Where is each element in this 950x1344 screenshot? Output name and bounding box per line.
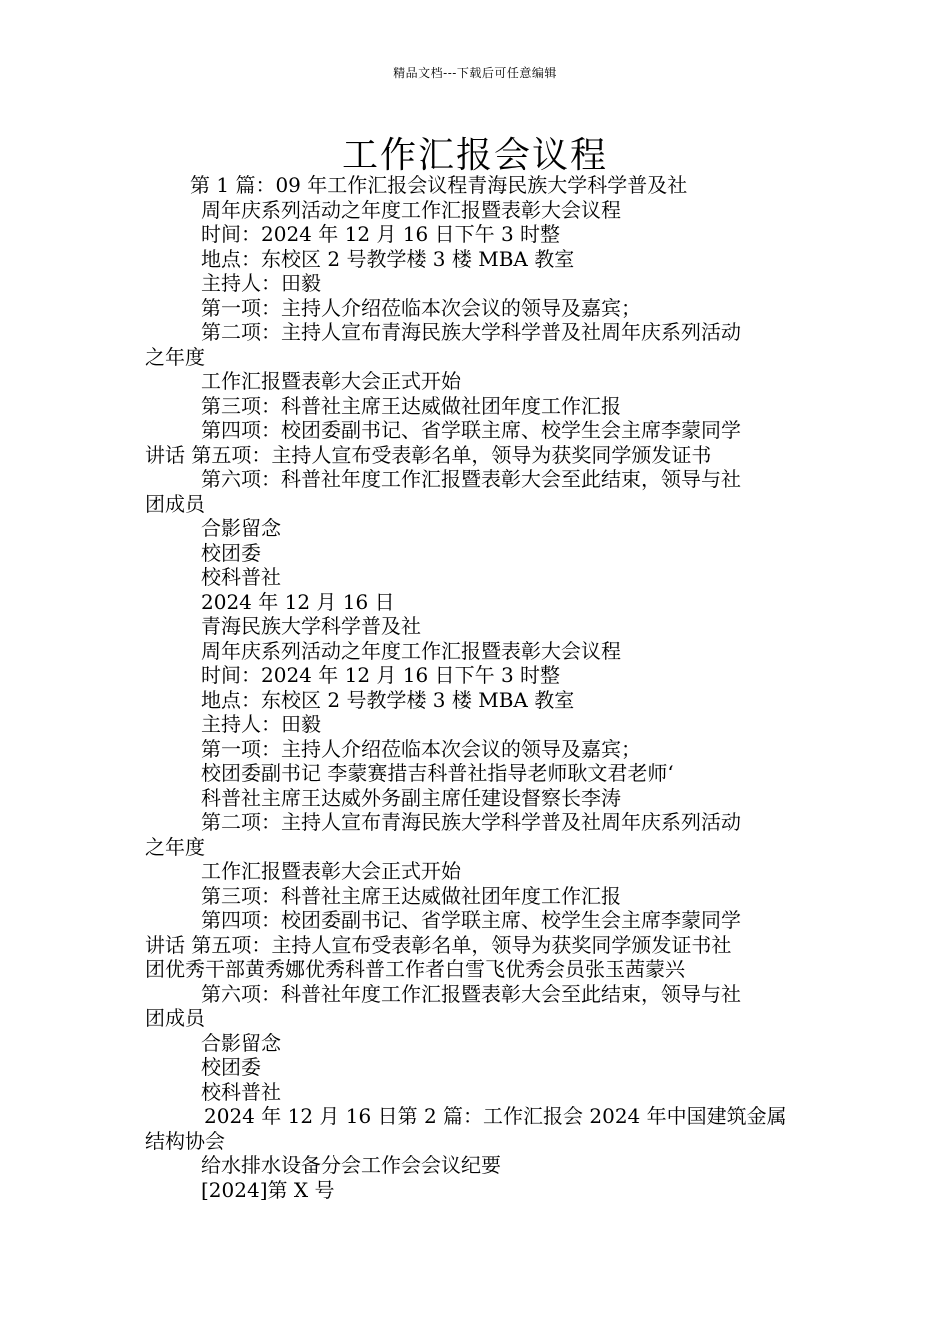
body-line: 团成员 bbox=[145, 1006, 205, 1030]
body-line: 主持人：田毅 bbox=[201, 271, 321, 295]
body-line: 时间：2024 年 12 月 16 日下午 3 时整 bbox=[201, 222, 561, 246]
body-line: 地点：东校区 2 号教学楼 3 楼 MBA 教室 bbox=[201, 687, 575, 712]
body-line: 第 1 篇：09 年工作汇报会议程青海民族大学科学普及社 bbox=[190, 173, 688, 197]
body-line: 第一项：主持人介绍莅临本次会议的领导及嘉宾； bbox=[201, 736, 641, 761]
body-line: 第三项：科普社主席王达威做社团年度工作汇报 bbox=[201, 393, 621, 418]
body-line: 科普社主席王达威外务副主席任建设督察长李涛 bbox=[201, 785, 621, 810]
body-line: 第六项：科普社年度工作汇报暨表彰大会至此结束，领导与社 bbox=[201, 467, 741, 491]
body-line: 给水排水设备分会工作会会议纪要 bbox=[201, 1153, 501, 1177]
document-title: 工作汇报会议程 bbox=[341, 135, 608, 176]
body-line: 青海民族大学科学普及社 bbox=[201, 614, 421, 638]
body-line: 校团委 bbox=[201, 1055, 261, 1079]
body-line: 第六项：科普社年度工作汇报暨表彰大会至此结束，领导与社 bbox=[201, 981, 741, 1006]
body-line: 讲话 第五项：主持人宣布受表彰名单，领导为获奖同学颁发证书 bbox=[145, 442, 712, 467]
body-line: 之年度 bbox=[145, 344, 205, 369]
body-line: 第四项：校团委副书记、省学联主席、校学生会主席李蒙同学 bbox=[201, 418, 741, 442]
body-line: 第二项：主持人宣布青海民族大学科学普及社周年庆系列活动 bbox=[201, 320, 741, 344]
body-line: 合影留念 bbox=[201, 516, 281, 540]
body-line: 周年庆系列活动之年度工作汇报暨表彰大会议程 bbox=[201, 638, 621, 663]
body-line: 校团委副书记 李蒙赛措吉科普社指导老师耿文君老师‘ bbox=[201, 761, 674, 785]
body-line: 合影留念 bbox=[201, 1030, 281, 1055]
body-line: 第二项：主持人宣布青海民族大学科学普及社周年庆系列活动 bbox=[201, 810, 741, 834]
body-line: 之年度 bbox=[145, 834, 205, 859]
document-body bbox=[145, 173, 810, 1202]
body-line: 地点：东校区 2 号教学楼 3 楼 MBA 教室 bbox=[201, 246, 575, 271]
body-line: 周年庆系列活动之年度工作汇报暨表彰大会议程 bbox=[201, 197, 621, 222]
body-line: 团优秀干部黄秀娜优秀科普工作者白雪飞优秀会员张玉茜蒙兴 bbox=[145, 957, 685, 981]
body-line: 2024 年 12 月 16 日第 2 篇：工作汇报会 2024 年中国建筑金属 bbox=[204, 1104, 787, 1128]
body-line: 团成员 bbox=[145, 491, 205, 516]
body-line: 工作汇报暨表彰大会正式开始 bbox=[201, 369, 461, 393]
body-line: 校团委 bbox=[201, 540, 261, 565]
body-line: 时间：2024 年 12 月 16 日下午 3 时整 bbox=[201, 663, 561, 687]
header-note: 精品文档---下载后可任意编辑 bbox=[393, 66, 557, 80]
body-line: 主持人：田毅 bbox=[201, 712, 321, 736]
body-line: 结构协会 bbox=[145, 1128, 225, 1153]
body-line: 工作汇报暨表彰大会正式开始 bbox=[201, 859, 461, 883]
body-line: 校科普社 bbox=[201, 565, 281, 589]
body-line: [2024]第 X 号 bbox=[201, 1177, 335, 1202]
body-line: 校科普社 bbox=[201, 1079, 281, 1104]
body-line: 2024 年 12 月 16 日 bbox=[201, 589, 395, 614]
body-line: 讲话 第五项：主持人宣布受表彰名单，领导为获奖同学颁发证书社 bbox=[145, 932, 732, 957]
body-line: 第三项：科普社主席王达威做社团年度工作汇报 bbox=[201, 883, 621, 908]
body-line: 第一项：主持人介绍莅临本次会议的领导及嘉宾； bbox=[201, 295, 641, 320]
body-line: 第四项：校团委副书记、省学联主席、校学生会主席李蒙同学 bbox=[201, 908, 741, 932]
